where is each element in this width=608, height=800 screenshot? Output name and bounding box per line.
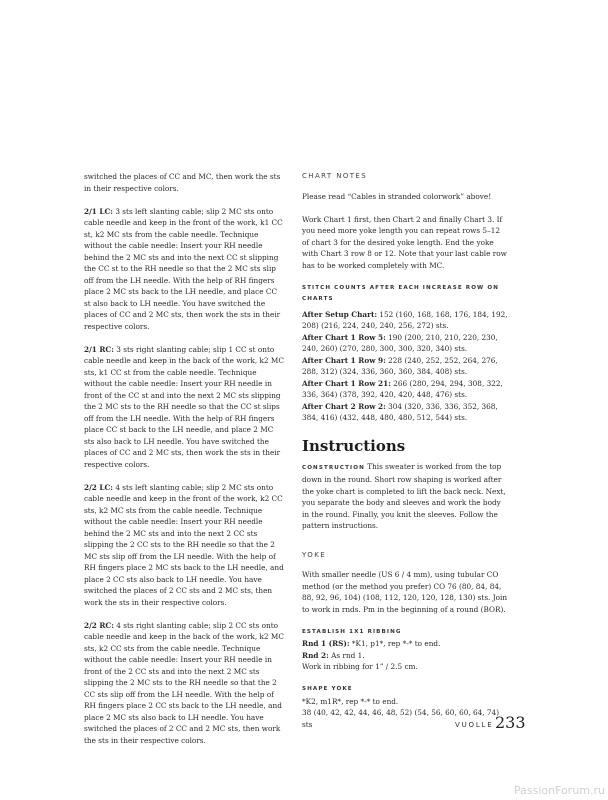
footer-brand: VUOLLE [455, 721, 494, 729]
construction-label: CONSTRUCTION [302, 464, 365, 471]
rnd-1-line: Rnd 1 (RS): *K1, p1*, rep *-* to end. [302, 639, 441, 648]
instructions-heading: Instructions [302, 436, 406, 455]
yoke-intro: With smaller needle (US 6 / 4 mm), using tubular CO method (or the method you prefer) CO 76 (80, 84, 84, 88, 92, 96, 104) (108, 112, 120, 120, 128, 130) sts. Join to work in rnds. Pm in the beginning of a round (BOR). [302, 570, 508, 614]
stitch-counts-heading: STITCH COUNTS AFTER EACH INCREASE ROW ON CHARTS [302, 284, 500, 302]
cable-title: 2/2 LC: [84, 482, 113, 492]
paragraph-intro: switched the places of CC and MC, then work the sts in their respective colors. [84, 172, 281, 193]
paragraph-2-2-lc: 2/2 LC: 4 sts left slanting cable; slip 2 MC sts onto cable needle and keep in the front of the work, k2 CC sts, k2 MC sts from the cable needle. Technique without the cable needle: Insert your RH needle behind the 2 MC sts and into the next 2 CC sts slipping the 2 CC sts to the RH needle so that the 2 MC sts slip off from the LH needle. With the help of RH fingers place 2 MC sts back to the LH needle, and place 2 CC sts also back to LH needle. You have switched the places of 2 CC sts and 2 MC sts, then work the sts in their respective colors. [84, 482, 284, 607]
chart-notes-para-1: Please read “Cables in stranded colorwork” above! [302, 191, 492, 201]
ribbing-note: Work in ribbing for 1” / 2.5 cm. [302, 662, 418, 671]
page-number: 233 [495, 713, 526, 732]
watermark: PassionForum.ru [514, 784, 605, 797]
rnd-2-line: Rnd 2: As rnd 1. [302, 650, 365, 660]
shape-yoke-heading: SHAPE YOKE [302, 686, 353, 692]
cable-title: 2/1 LC: [84, 206, 113, 216]
paragraph-2-1-lc: 2/1 LC: 3 sts left slanting cable; slip 2 MC sts onto cable needle and keep in the front of the work, k1 CC st, k2 MC sts from the cable needle. Technique without the cable needle: Insert your RH needle behind the 2 MC sts and into the next CC st slipping the CC st to the RH needle so that the 2 MC sts slip off from the LH needle. With the help of RH fingers place 2 MC sts back to the LH needle, and place CC st also back to LH needle. You have switched the places of CC and 2 MC sts, then work the sts in their respective colors. [84, 206, 283, 331]
paragraph-2-1-rc: 2/1 RC: 3 sts right slanting cable; slip 1 CC st onto cable needle and keep in the back of the work, k2 MC sts, k1 CC st from the cable needle. Technique without the cable needle: Insert your RH needle in front of the CC st and into the next 2 MC sts slipping the 2 MC sts to the RH needle so that the CC st slips off from the LH needle. With the help of RH fingers place CC st back to the LH needle, and place 2 MC sts also back to LH needle. You have switched the places of CC and 2 MC sts, then work the sts in their respective colors. [84, 344, 284, 469]
cable-title: 2/2 RC: [84, 620, 114, 630]
ribbing-heading: ESTABLISH 1X1 RIBBING [302, 628, 402, 635]
stitch-count-item: After Chart 1 Row 5: 190 (200, 210, 210, 220, 230, 240, 260) (270, 280, 300, 300, 320, 340) sts. [302, 332, 498, 353]
chart-notes-para-2: Work Chart 1 first, then Chart 2 and finally Chart 3. If you need more yoke length you can repeat rows 5–12 of chart 3 for the desired yoke length. End the yoke with Chart 3 row 8 or 12. Note that your last cable row has to be worked completely with MC. [302, 214, 507, 270]
right-column [302, 171, 509, 730]
shape-yoke-line-2: 38 (40, 42, 42, 44, 46, 48, 52) (54, 56, 60, 60, 64, 74) sts [302, 708, 500, 729]
left-column [84, 171, 284, 758]
stitch-count-item: After Chart 2 Row 2: 304 (320, 336, 336, 352, 368, 384, 416) (432, 448, 480, 480, 512, 544) sts. [302, 401, 498, 422]
paragraph-2-2-rc: 2/2 RC: 4 sts right slanting cable; slip 2 CC sts onto cable needle and keep in the back of the work, k2 MC sts, k2 CC sts from the cable needle. Technique without the cable needle: Insert your RH needle in front of the 2 CC sts and into the next 2 MC sts slipping the 2 MC sts to the RH needle so that the 2 CC sts slip off from the LH needle. With the help of RH fingers place 2 CC sts back to the LH needle, and place 2 MC sts also back to LH needle. You have switched the places of 2 CC and 2 MC sts, then work the sts in their respective colors. [84, 620, 284, 745]
chart-notes-heading: CHART NOTES [302, 172, 368, 180]
yoke-heading: YOKE [302, 550, 327, 559]
construction-paragraph: CONSTRUCTION This sweater is worked from the top down in the round. Short row shaping is worked after the yoke chart is completed to lift the back neck. Next, you separate the body and sleeves and work the body in the round. Finally, you knit the sleeves. Follow the pattern instructions. [302, 461, 506, 530]
cable-title: 2/1 RC: [84, 344, 114, 354]
stitch-count-item: After Setup Chart: 152 (160, 168, 168, 176, 184, 192, 208) (216, 224, 240, 240, 256, 272) sts. [302, 309, 508, 330]
stitch-counts-list [302, 309, 509, 424]
stitch-count-item: After Chart 1 Row 21: 266 (280, 294, 294, 308, 322, 336, 364) (378, 392, 420, 420, 448, 476) sts. [302, 378, 503, 399]
shape-yoke-line-1: *K2, m1R*, rep *-* to end. [302, 696, 399, 706]
stitch-count-item: After Chart 1 Row 9: 228 (240, 252, 252, 264, 276, 288, 312) (324, 336, 360, 360, 384, 408) sts. [302, 355, 498, 376]
